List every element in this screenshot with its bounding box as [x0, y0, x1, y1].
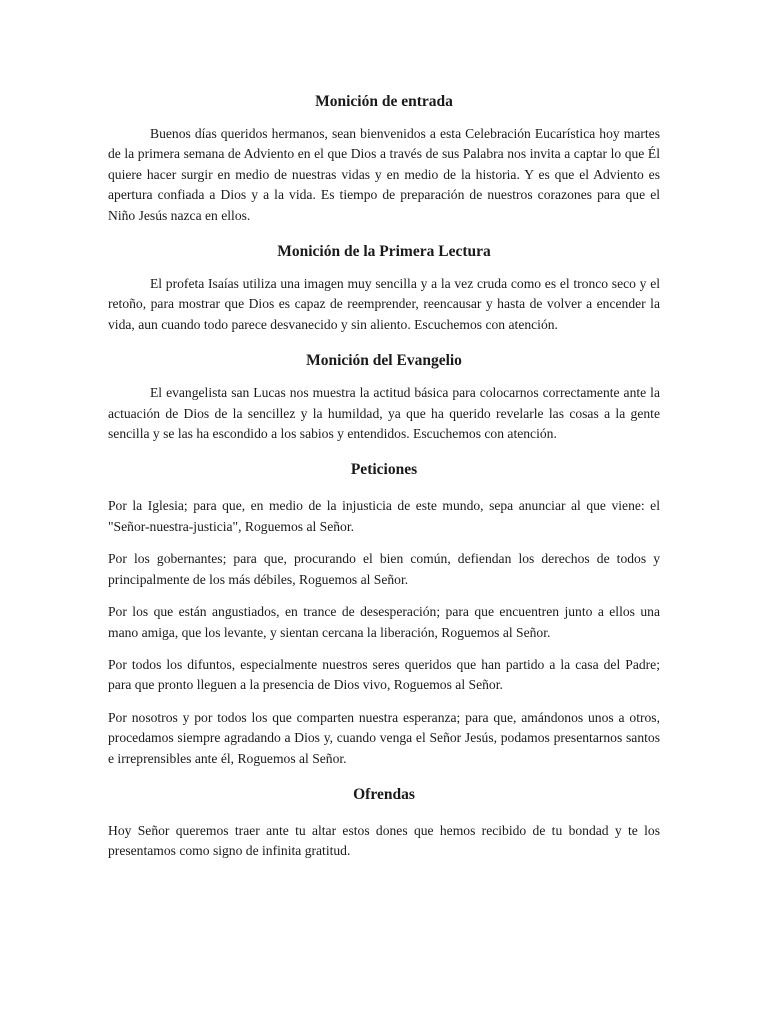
peticion-iglesia: Por la Iglesia; para que, en medio de la injusticia de este mundo, sepa anunciar al que viene: el "Señor-nuestra-justicia", Roguemos al Señor.	[108, 498, 660, 534]
heading-monicion-primera-lectura: Monición de la Primera Lectura	[277, 243, 491, 261]
peticion-difuntos: Por todos los difuntos, especialmente nuestros seres queridos que han partido a la casa del Padre; para que pronto lleguen a la presencia de Dios vivo, Roguemos al Señor.	[108, 656, 660, 693]
paragraph-monicion-entrada: Buenos días queridos hermanos, sean bienvenidos a esta Celebración Eucarística hoy martes de la primera semana de Adviento en el que Dios a través de sus Palabra nos invita a captar lo que Él quiere hacer surgir en medio de nuestras vidas y en medio de la historia. Y es que el Adviento es apertura confiada a Dios y a la vida. Es tiempo de preparación de nuestros corazones para que el Niño Jesús nazca en ellos.	[108, 126, 660, 223]
peticion-nosotros: Por nosotros y por todos los que comparten nuestra esperanza; para que, amándonos unos a otros, procedamos siempre agradando a Dios y, cuando venga el Señor Jesús, podamos presentarnos santos e irreprensibles ante él, Roguemos al Señor.	[108, 709, 660, 766]
paragraph-monicion-evangelio: El evangelista san Lucas nos muestra la actitud básica para colocarnos correctamente ante la actuación de Dios de la sencillez y la humildad, ya que ha querido revelarle las cosas a la gente sencilla y se las ha escondido a los sabios y entendidos. Escuchemos con atención.	[108, 385, 660, 442]
peticion-angustiados: Por los que están angustiados, en trance de desesperación; para que encuentren junto a ellos una mano amiga, que los levante, y sientan cercana la liberación, Roguemos al Señor.	[108, 604, 660, 640]
document-page	[108, 90, 660, 862]
paragraph-ofrendas: Hoy Señor queremos traer ante tu altar estos dones que hemos recibido de tu bondad y te los presentamos como signo de infinita gratitud.	[108, 822, 660, 859]
heading-peticiones: Peticiones	[350, 461, 418, 479]
heading-monicion-entrada: Monición de entrada	[315, 93, 453, 110]
heading-monicion-evangelio: Monición del Evangelio	[306, 352, 462, 370]
heading-ofrendas: Ofrendas	[353, 785, 415, 803]
paragraph-monicion-primera-lectura: El profeta Isaías utiliza una imagen muy sencilla y a la vez cruda como es el tronco seco y el retoño, para mostrar que Dios es capaz de reemprender, reencausar y hasta de volver a encender la vida, aun cuando todo parece desvanecido y sin aliento. Escuchemos con atención.	[108, 276, 660, 332]
peticion-gobernantes: Por los gobernantes; para que, procurando el bien común, defiendan los derechos de todos y principalmente de los más débiles, Roguemos al Señor.	[108, 551, 660, 587]
